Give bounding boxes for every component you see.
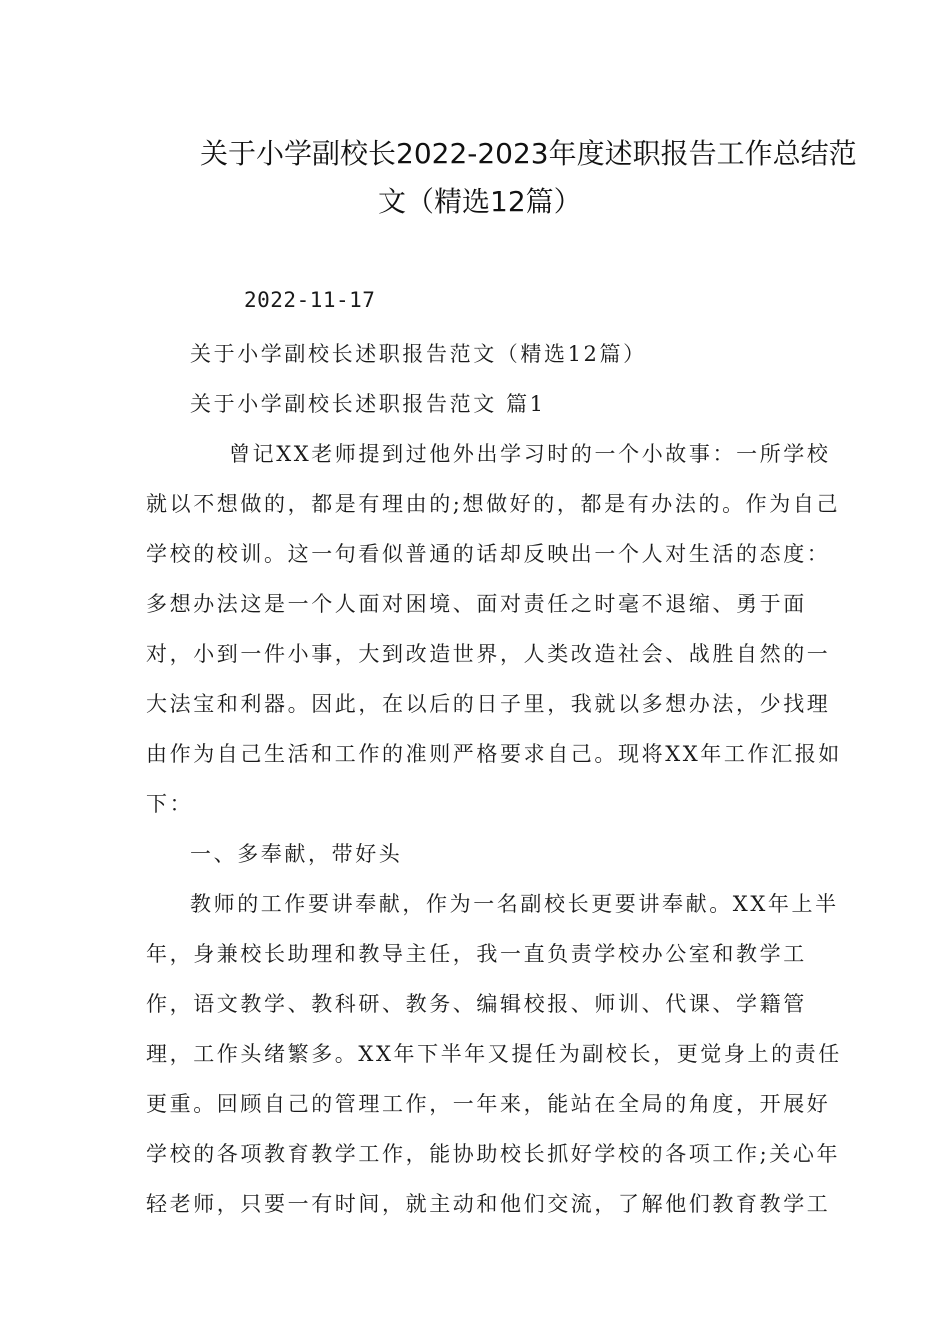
subtitle-2: 关于小学副校长述职报告范文 篇1 xyxy=(190,392,546,416)
paragraph-1-line: 由作为自己生活和工作的准则严格要求自己。现将XX年工作汇报如 xyxy=(146,742,842,766)
paragraph-2-line: 理，工作头绪繁多。XX年下半年又提任为副校长，更觉身上的责任 xyxy=(146,1042,842,1066)
paragraph-1-line: 大法宝和利器。因此，在以后的日子里，我就以多想办法，少找理 xyxy=(146,692,831,716)
paragraph-1-line: 就以不想做的，都是有理由的;想做好的，都是有办法的。作为自己 xyxy=(146,492,841,516)
paragraph-2-line: 年，身兼校长助理和教导主任，我一直负责学校办公室和教学工 xyxy=(146,942,807,966)
paragraph-1-line: 多想办法这是一个人面对困境、面对责任之时毫不退缩、勇于面 xyxy=(146,592,807,616)
paragraph-2-line: 轻老师，只要一有时间，就主动和他们交流，了解他们教育教学工 xyxy=(146,1192,831,1216)
paragraph-1-line: 学校的校训。这一句看似普通的话却反映出一个人对生活的态度： xyxy=(146,542,831,566)
document-title-line2: 文（精选12篇） xyxy=(378,185,582,218)
paragraph-2-line: 更重。回顾自己的管理工作，一年来，能站在全局的角度，开展好 xyxy=(146,1092,831,1116)
paragraph-1-line: 曾记XX老师提到过他外出学习时的一个小故事：一所学校 xyxy=(229,442,831,466)
section-heading-1: 一、多奉献，带好头 xyxy=(190,842,403,866)
paragraph-1-line: 对，小到一件小事，大到改造世界，人类改造社会、战胜自然的一 xyxy=(146,642,831,666)
paragraph-2-line: 学校的各项教育教学工作，能协助校长抓好学校的各项工作;关心年 xyxy=(146,1142,841,1166)
subtitle-1: 关于小学副校长述职报告范文（精选12篇） xyxy=(190,342,647,366)
paragraph-2-line: 教师的工作要讲奉献，作为一名副校长更要讲奉献。XX年上半 xyxy=(190,892,839,916)
document-title-line1: 关于小学副校长2022-2023年度述职报告工作总结范 xyxy=(200,137,857,170)
document-date: 2022-11-17 xyxy=(244,288,376,312)
paragraph-1-line: 下： xyxy=(146,792,194,816)
paragraph-2-line: 作，语文教学、教科研、教务、编辑校报、师训、代课、学籍管 xyxy=(146,992,807,1016)
